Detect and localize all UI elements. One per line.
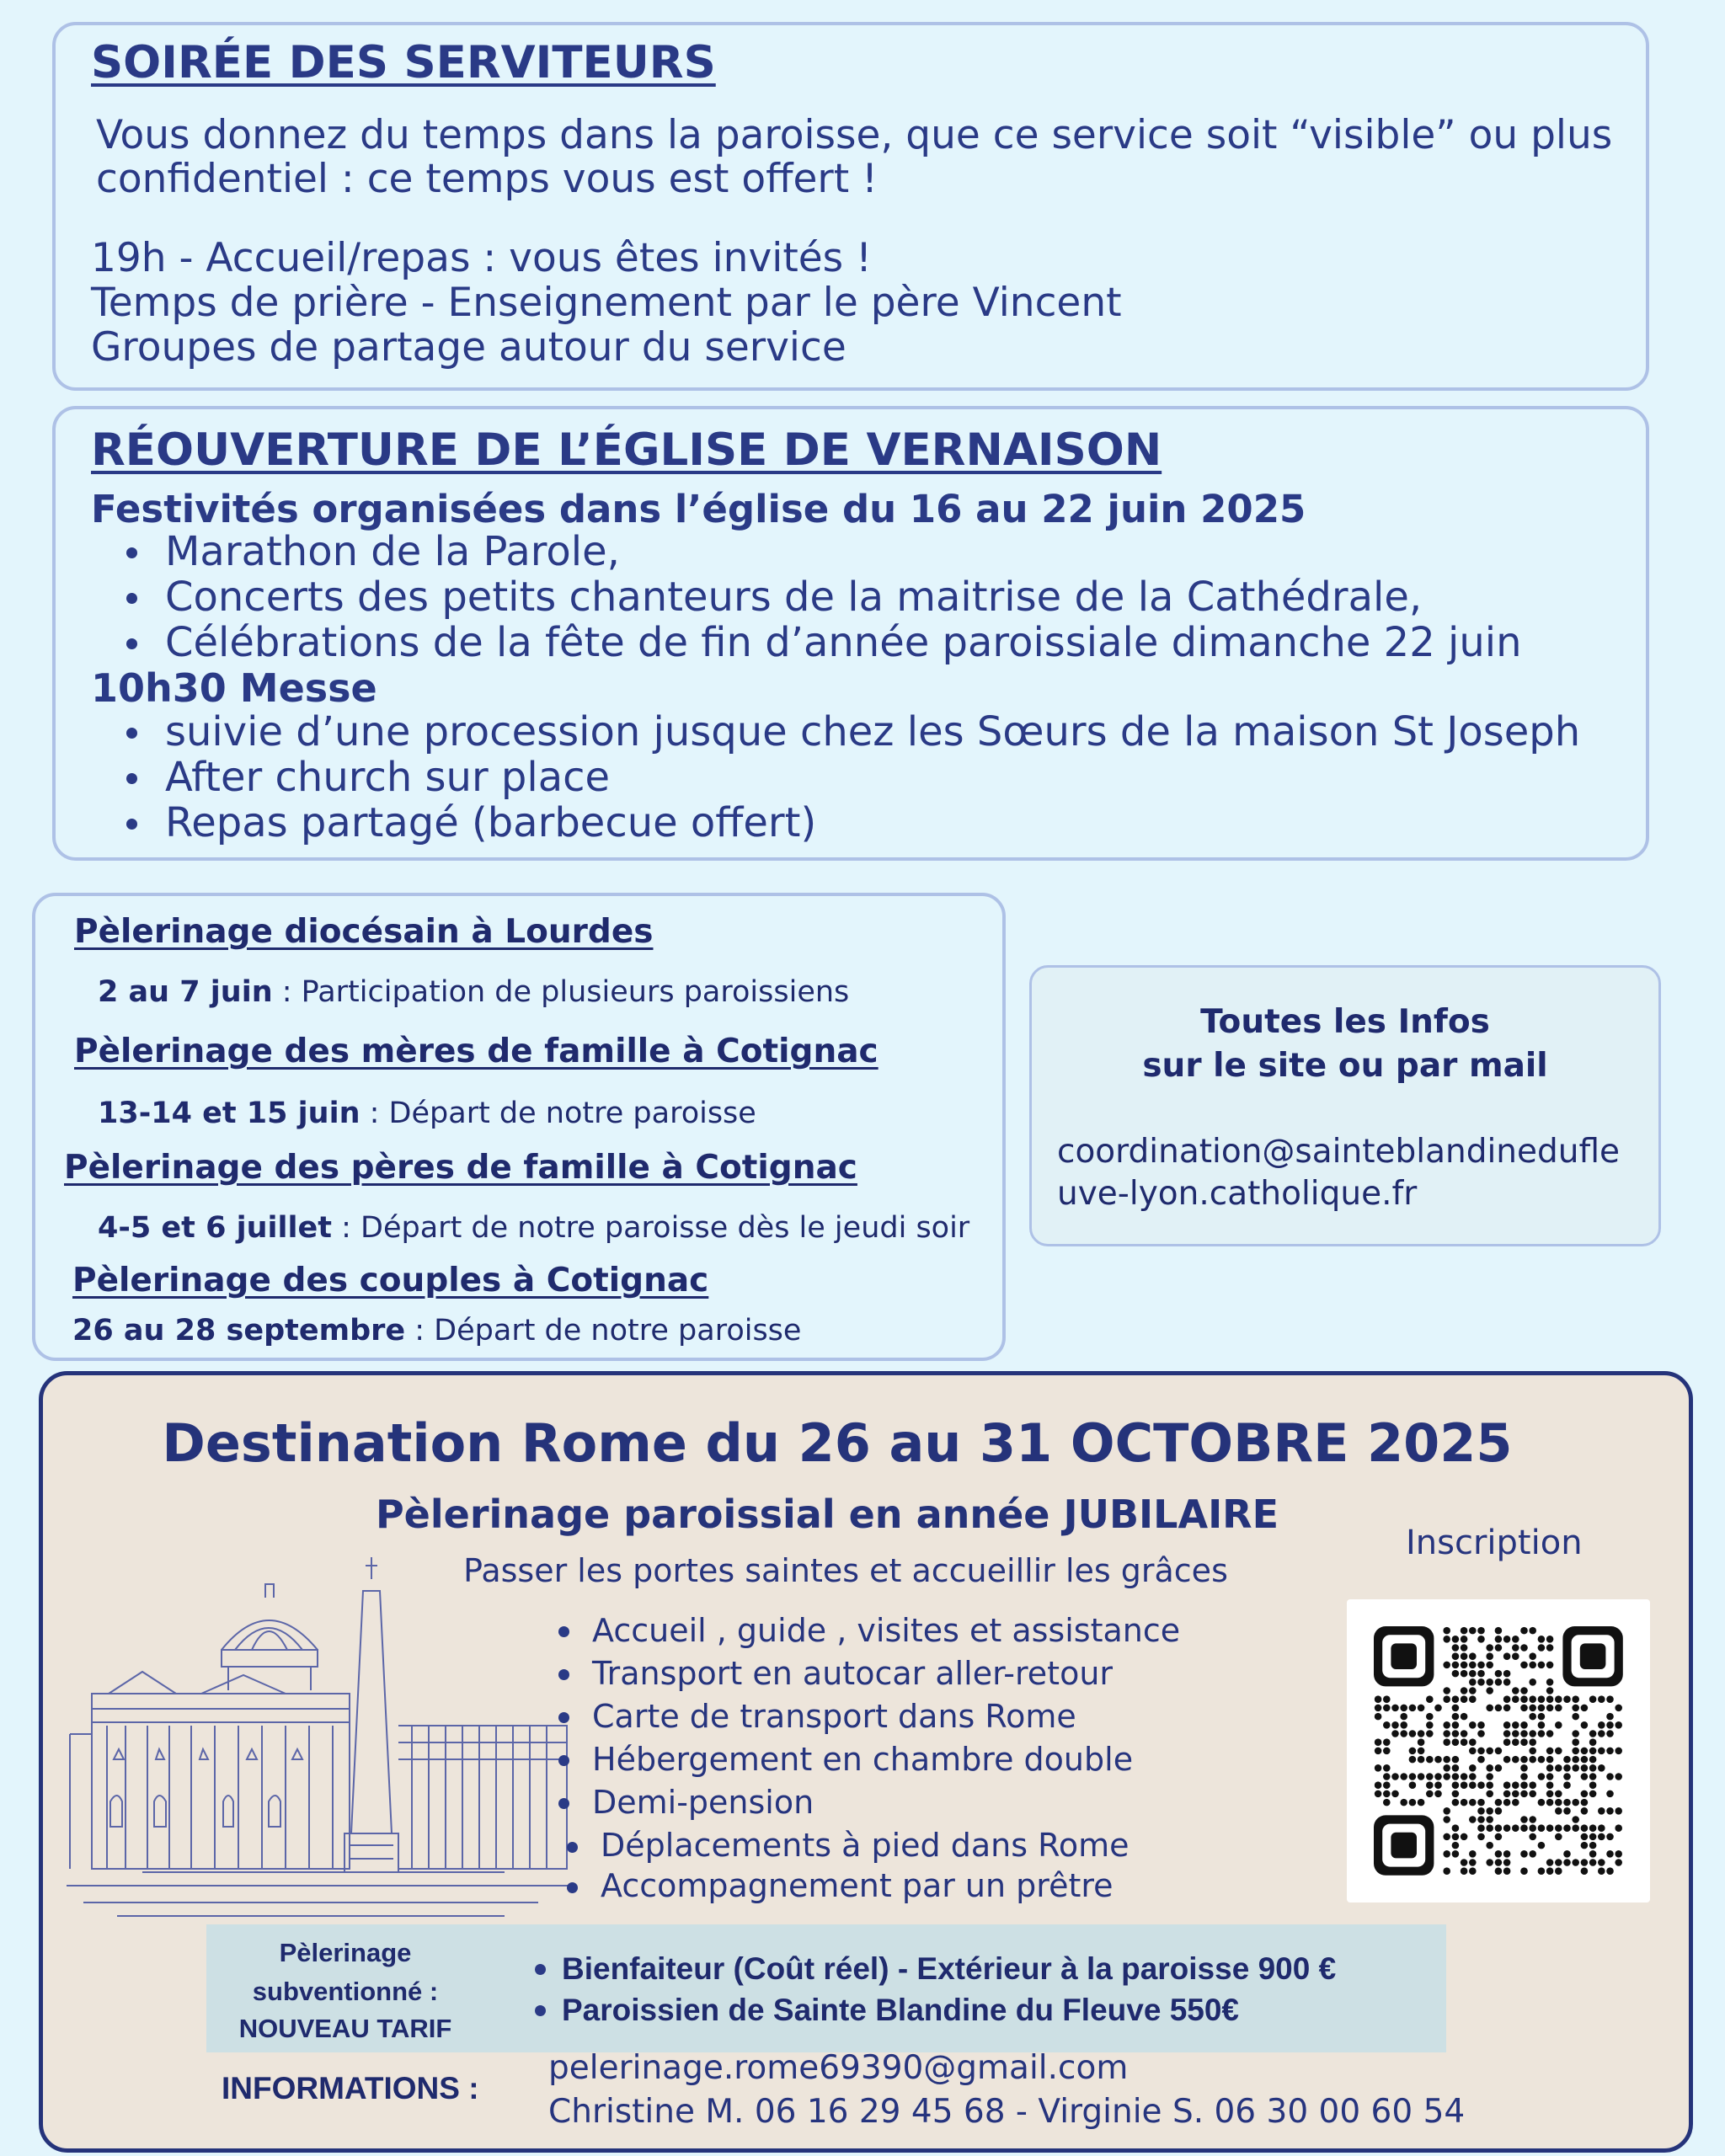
list-item: Marathon de la Parole, [123, 529, 1522, 574]
tarif-label-line2: subventionné : [252, 1977, 439, 2006]
infos-box [1029, 965, 1661, 1246]
inscription-label: Inscription [1406, 1524, 1583, 1562]
pilgrimage-title-meres: Pèlerinage des mères de famille à Cotignac [74, 1033, 879, 1070]
tarif-label-line3: NOUVEAU TARIF [238, 2014, 452, 2043]
mass-heading: 10h30 Messe [91, 665, 377, 711]
rome-tagline: Passer les portes saintes et accueillir les grâces [463, 1552, 1228, 1589]
list-item: Concerts des petits chanteurs de la maitrise de la Cathédrale, [123, 574, 1522, 620]
tarif-label-line1: Pèlerinage [279, 1938, 412, 1967]
serviteurs-program-1: 19h - Accueil/repas : vous êtes invités ! [91, 235, 872, 281]
tarif-list [531, 1948, 1336, 2031]
vernaison-section [52, 406, 1649, 861]
serviteurs-intro-line1: Vous donnez du temps dans la paroisse, que ce service soit “visible” ou plus [96, 112, 1613, 158]
pilgrimage-title-peres: Pèlerinage des pères de famille à Cotignac [64, 1149, 857, 1187]
infos-email-part1[interactable]: coordination@sainteblandinedufle [1057, 1133, 1621, 1171]
infos-email-part2[interactable]: uve-lyon.catholique.fr [1057, 1175, 1418, 1213]
pilgrimage-detail-lourdes: 2 au 7 juin : Participation de plusieurs paroissiens [98, 975, 850, 1009]
list-item: Demi-pension [555, 1781, 1180, 1824]
rome-title: Destination Rome du 26 au 31 OCTOBRE 2025 [162, 1412, 1513, 1474]
list-item: Bienfaiteur (Coût réel) - Extérieur à la paroisse 900 € [531, 1948, 1336, 1989]
pilgrimage-detail-peres: 4-5 et 6 juillet : Départ de notre paroisse dès le jeudi soir [98, 1211, 970, 1245]
info-label: INFORMATIONS : [222, 2071, 479, 2105]
pilgrimage-detail-meres: 13-14 et 15 juin : Départ de notre paroisse [98, 1097, 756, 1130]
list-item: Carte de transport dans Rome [555, 1695, 1180, 1738]
list-item: Hébergement en chambre double [555, 1738, 1180, 1781]
rome-services-list-2 [563, 1825, 1129, 1906]
list-item: Paroissien de Sainte Blandine du Fleuve 550€ [531, 1989, 1336, 2031]
list-item: Célébrations de la fête de fin d’année paroissiale dimanche 22 juin [123, 620, 1522, 665]
infos-line2: sur le site ou par mail [1142, 1047, 1548, 1085]
rome-section [39, 1371, 1693, 2153]
qr-code[interactable] [1347, 1599, 1650, 1903]
serviteurs-section [52, 22, 1649, 391]
tarif-band [206, 1924, 1446, 2052]
qr-code-icon [1347, 1599, 1650, 1903]
infos-line1: Toutes les Infos [1200, 1003, 1490, 1041]
serviteurs-program-3: Groupes de partage autour du service [91, 324, 846, 371]
list-item: Transport en autocar aller-retour [555, 1652, 1180, 1695]
pilgrimage-title-lourdes: Pèlerinage diocésain à Lourdes [74, 913, 654, 951]
serviteurs-title: SOIRÉE DES SERVITEURS [91, 37, 716, 88]
pilgrimages-section [32, 893, 1006, 1361]
list-item: Repas partagé (barbecue offert) [123, 800, 1580, 846]
vernaison-title: RÉOUVERTURE DE L’ÉGLISE DE VERNAISON [91, 424, 1162, 476]
rome-services-list [555, 1609, 1180, 1824]
serviteurs-intro-line2: confidentiel : ce temps vous est offert ! [96, 156, 878, 202]
list-item: Accueil , guide , visites et assistance [555, 1609, 1180, 1652]
festivities-list [123, 529, 1522, 665]
info-contacts: Christine M. 06 16 29 45 68 - Virginie S. 06 30 00 60 54 [548, 2093, 1466, 2131]
festivities-heading: Festivités organisées dans l’église du 16 au 22 juin 2025 [91, 487, 1306, 531]
pilgrimage-title-couples: Pèlerinage des couples à Cotignac [72, 1262, 709, 1299]
list-item: Déplacements à pied dans Rome [563, 1825, 1129, 1865]
mass-list [123, 709, 1580, 846]
vatican-illustration [67, 1549, 589, 1919]
list-item: After church sur place [123, 755, 1580, 800]
list-item: Accompagnement par un prêtre [563, 1865, 1129, 1906]
info-email[interactable]: pelerinage.rome69390@gmail.com [548, 2049, 1129, 2087]
list-item: suivie d’une procession jusque chez les Sœurs de la maison St Joseph [123, 709, 1580, 755]
rome-subtitle: Pèlerinage paroissial en année JUBILAIRE [375, 1492, 1279, 1537]
pilgrimage-detail-couples: 26 au 28 septembre : Départ de notre paroisse [72, 1314, 802, 1348]
serviteurs-program-2: Temps de prière - Enseignement par le père Vincent [91, 280, 1122, 326]
